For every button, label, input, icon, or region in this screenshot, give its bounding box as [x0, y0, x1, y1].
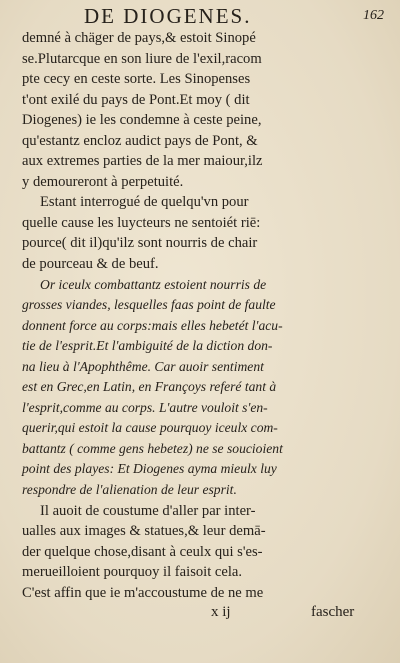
- signature-mark: x ij: [211, 604, 231, 620]
- text-line: y demoureront à perpetuité.: [22, 173, 184, 190]
- text-line: ualles aux images & statues,& leur demā-: [22, 523, 266, 540]
- text-line: l'esprit,comme au corps. L'autre vouloit s'en-: [22, 399, 268, 415]
- catchword: fascher: [311, 604, 355, 620]
- text-line: tie de l'esprit.Et l'ambiguité de la diction don-: [22, 338, 273, 354]
- text-line: battantz ( comme gens hebetez) ne se soucioient: [22, 440, 283, 456]
- text-line: Diogenes) ie les condemne à ceste peine,: [22, 112, 262, 129]
- text-line: quelle cause les luycteurs ne sentoiét riē:: [22, 214, 261, 231]
- text-line: pource( dit il)qu'ilz sont nourris de chair: [22, 235, 258, 252]
- text-line: qu'estantz encloz audict pays de Pont, &: [22, 132, 258, 149]
- text-line: pte cecy en ceste sorte. Les Sinopenses: [22, 71, 251, 88]
- text-line: Or iceulx combattantz estoient nourris de: [40, 276, 267, 292]
- text-line: Il auoit de coustume d'aller par inter-: [40, 502, 256, 519]
- text-line: C'est affin que ie m'accoustume de ne me: [22, 584, 264, 601]
- text-line: t'ont exilé du pays de Pont.Et moy ( dit: [22, 91, 250, 108]
- text-line: se.Plutarcque en son liure de l'exil,racom: [22, 50, 262, 67]
- text-line: querir,qui estoit la cause pourquoy iceulx com-: [22, 420, 278, 436]
- text-line: donnent force au corps:mais elles hebetét l'acu-: [22, 317, 283, 333]
- text-line: grosses viandes, lesquelles faas point de faulte: [22, 297, 276, 313]
- page-number: 162: [363, 8, 384, 23]
- text-line: point des playes: Et Diogenes ayma mieulx luy: [22, 461, 277, 477]
- page-header: [84, 4, 384, 28]
- text-line: de pourceau & de beuf.: [22, 256, 159, 273]
- running-head: DE DIOGENES.: [84, 4, 252, 28]
- text-line: respondre de l'alienation de leur esprit.: [22, 482, 237, 498]
- text-line: merueilloient pourquoy il faisoit cela.: [22, 564, 243, 581]
- text-line: Estant interrogué de quelqu'vn pour: [40, 194, 249, 211]
- body-text: [22, 28, 352, 603]
- text-line: der quelque chose,disant à ceulx qui s'es-: [22, 543, 263, 560]
- text-line: aux extremes parties de la mer maiour,ilz: [22, 153, 263, 170]
- text-line: na lieu à l'Apophthême. Car auoir sentiment: [22, 358, 264, 374]
- text-line: est en Grec,en Latin, en Françoys referé tant à: [22, 379, 277, 395]
- text-line: demné à chäger de pays,& estoit Sinopé: [22, 30, 256, 46]
- catchline: [211, 604, 354, 621]
